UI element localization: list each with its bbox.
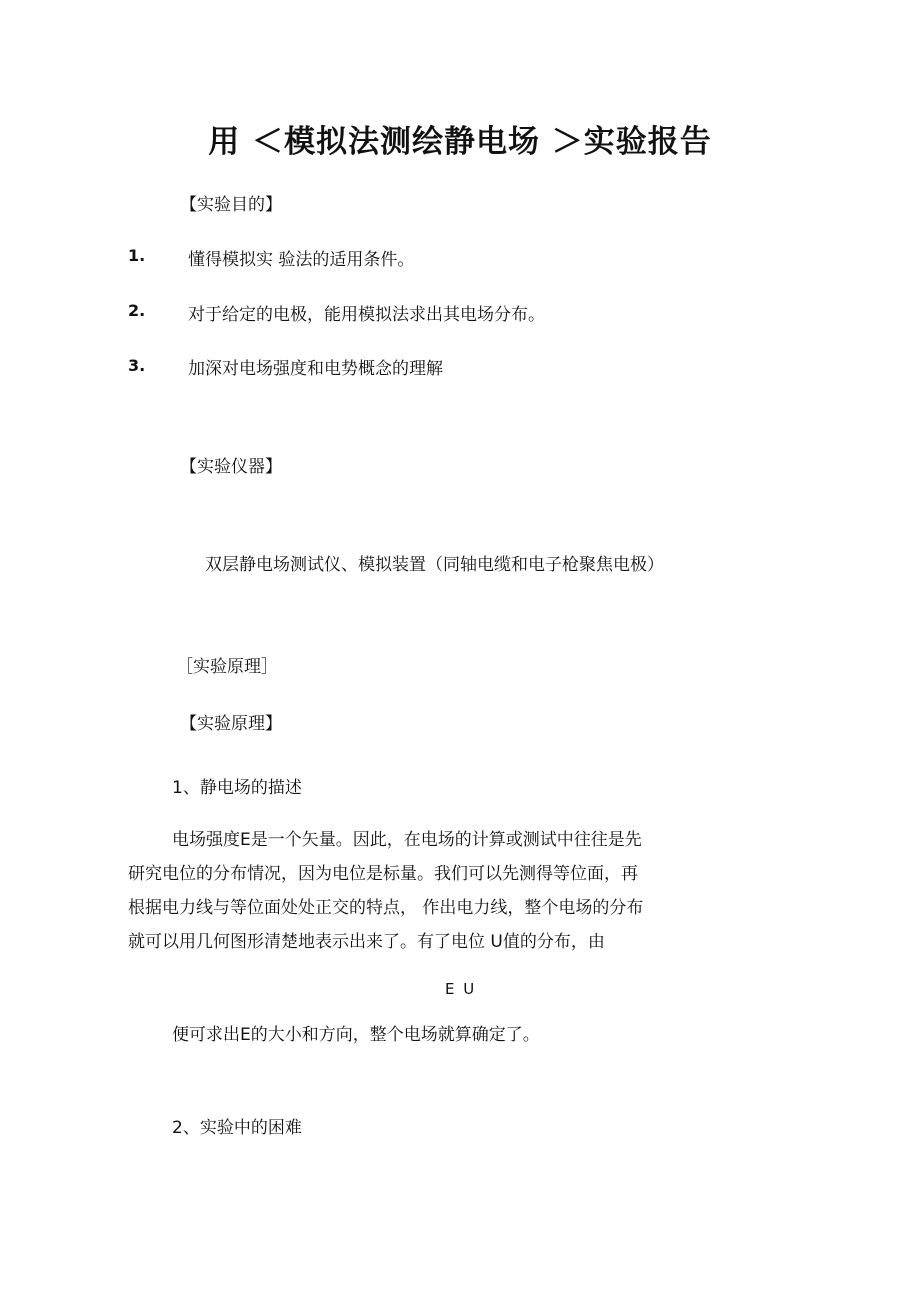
purpose-item-2-text: 对于给定的电极，能用模拟法求出其电场分布。 — [188, 305, 545, 325]
purpose-item-1-number: 1. — [128, 246, 146, 265]
principle-paragraph-line-2: 研究电位的分布情况，因为电位是标量。我们可以先测得等位面，再 — [128, 864, 638, 884]
principle-paragraph-line-3: 根据电力线与等位面处处正交的特点， 作出电力线，整个电场的分布 — [128, 898, 644, 918]
purpose-item-1-text: 懂得模拟实 验法的适用条件。 — [188, 250, 415, 270]
purpose-item-2-number: 2. — [128, 301, 146, 320]
principle-heading: 【实验原理】 — [180, 714, 282, 734]
purpose-item-3-text: 加深对电场强度和电势概念的理解 — [188, 359, 443, 379]
principle-conclusion: 便可求出E的大小和方向，整个电场就算确定了。 — [172, 1025, 540, 1045]
purpose-heading: 【实验目的】 — [180, 195, 282, 215]
purpose-item-3-number: 3. — [128, 356, 146, 375]
principle-paragraph-line-4: 就可以用几何图形清楚地表示出来了。有了电位 U值的分布，由 — [128, 932, 605, 952]
instruments-heading: 【实验仪器】 — [180, 457, 282, 477]
instruments-text: 双层静电场测试仪、模拟装置（同轴电缆和电子枪聚焦电极） — [205, 555, 664, 575]
principle-subheading-1: 1、静电场的描述 — [172, 778, 302, 798]
principle-paragraph-line-1: 电场强度E是一个矢量。因此，在电场的计算或测试中往往是先 — [172, 830, 642, 850]
page-title: 用 ＜模拟法测绘静电场 ＞实验报告 — [208, 124, 712, 160]
principle-formula: E U — [445, 980, 477, 998]
principle-subheading-2: 2、实验中的困难 — [172, 1118, 302, 1138]
principle-heading-bracket: ［实验原理］ — [176, 657, 278, 677]
